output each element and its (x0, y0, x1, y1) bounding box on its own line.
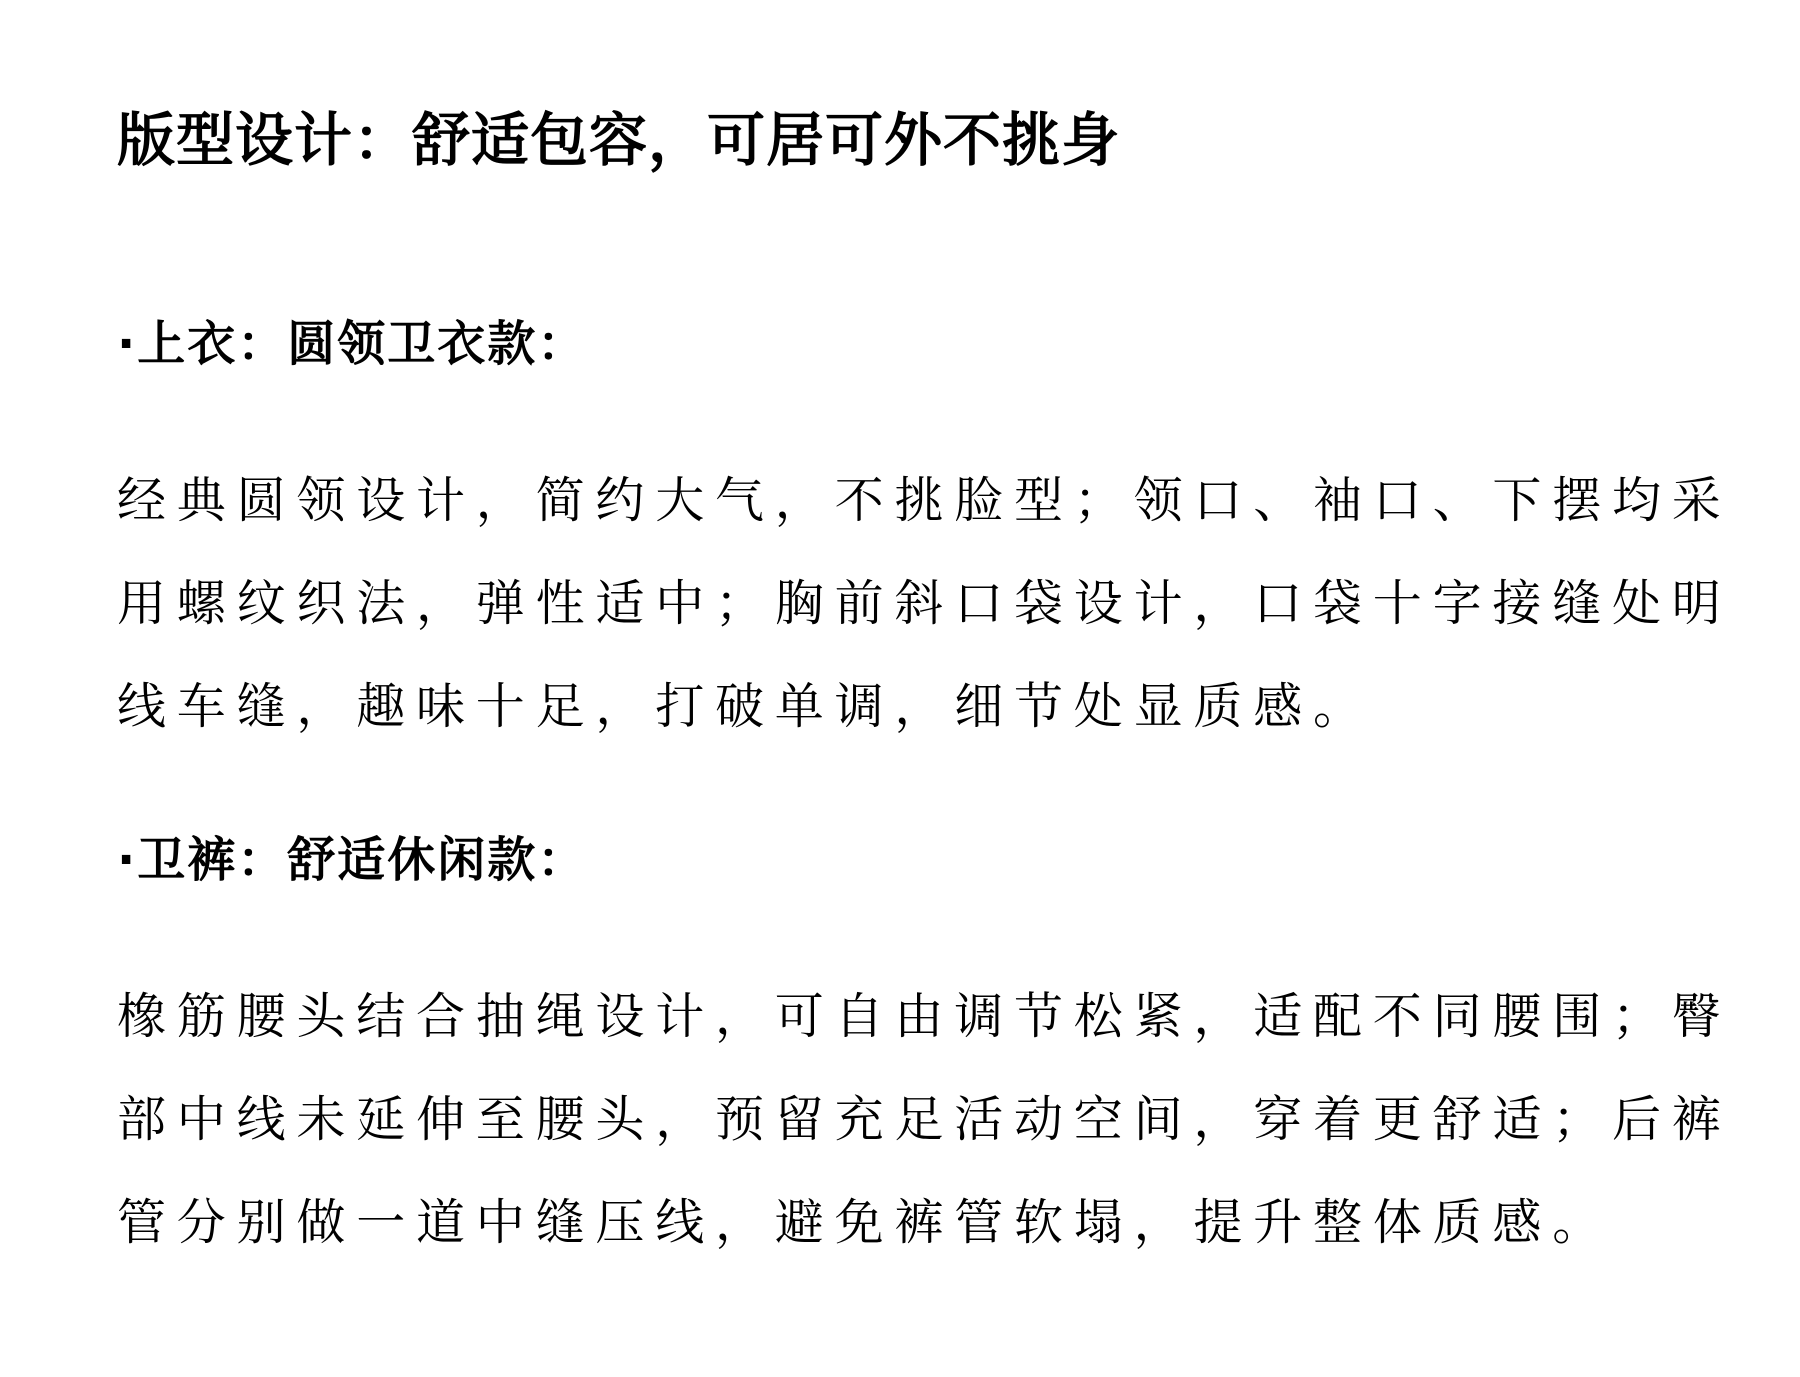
section-heading-top: ·上衣：圆领卫衣款： (117, 316, 588, 372)
section-paragraph-pants (117, 965, 1732, 1274)
section-paragraph-top (117, 449, 1732, 758)
paragraph-line: 线车缝，趣味十足，打破单调，细节处显质感。 (117, 678, 1373, 735)
paragraph-line: 管分别做一道中缝压线，避免裤管软塌，提升整体质感。 (117, 1194, 1613, 1251)
paragraph-line: 用螺纹织法，弹性适中；胸前斜口袋设计，口袋十字接缝处明 (117, 575, 1732, 632)
section-heading-pants: ·卫裤：舒适休闲款： (117, 832, 588, 888)
paragraph-line: 橡筋腰头结合抽绳设计，可自由调节松紧，适配不同腰围；臀 (117, 988, 1732, 1045)
document-title: 版型设计：舒适包容，可居可外不挑身 (117, 106, 1121, 174)
paragraph-line: 部中线未延伸至腰头，预留充足活动空间，穿着更舒适；后裤 (117, 1091, 1732, 1148)
paragraph-line: 经典圆领设计，简约大气，不挑脸型；领口、袖口、下摆均采 (117, 472, 1732, 529)
